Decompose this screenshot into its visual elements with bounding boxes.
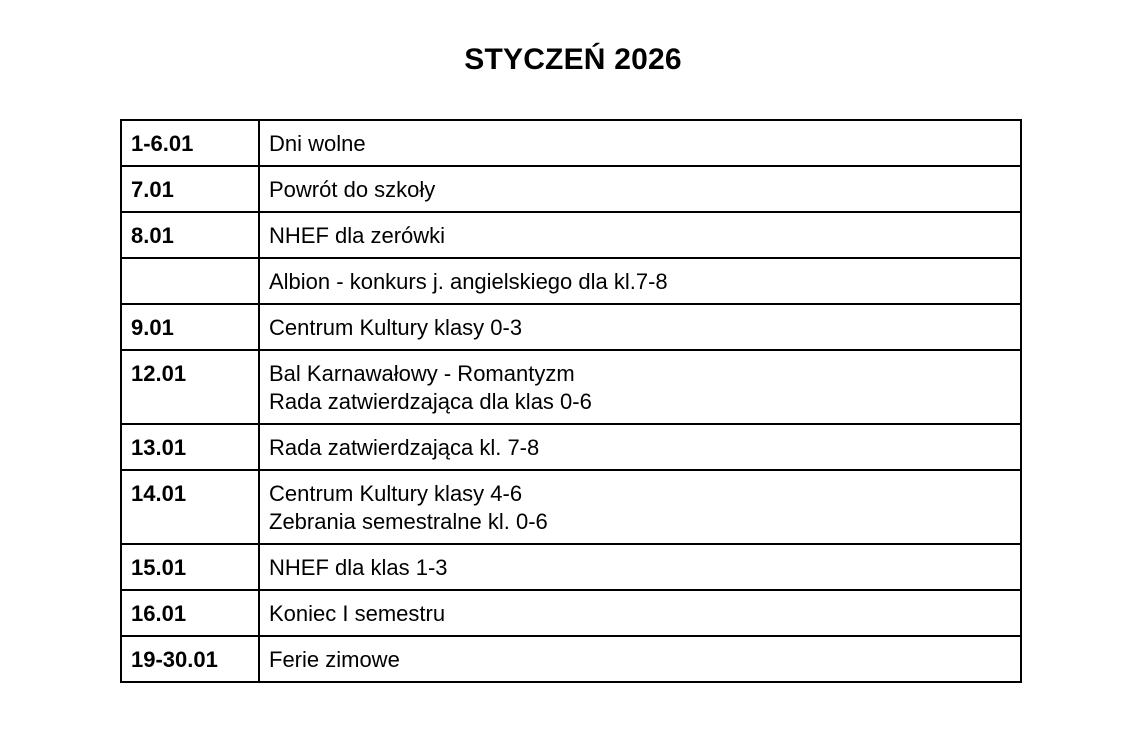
date-cell: 16.01 <box>121 590 259 636</box>
event-text: NHEF dla klas 1-3 <box>269 555 448 580</box>
event-cell <box>259 212 1021 258</box>
table-row <box>121 120 1021 166</box>
event-cell <box>259 350 1021 424</box>
event-cell <box>259 424 1021 470</box>
event-text: Albion - konkurs j. angielskiego dla kl.7-8 <box>269 269 668 294</box>
event-cell <box>259 166 1021 212</box>
event-cell <box>259 470 1021 544</box>
date-cell: 14.01 <box>121 470 259 544</box>
event-cell <box>259 120 1021 166</box>
date-cell: 19-30.01 <box>121 636 259 682</box>
event-text: Rada zatwierdzająca kl. 7-8 <box>269 435 540 460</box>
calendar-table <box>120 119 1022 683</box>
date-cell: 7.01 <box>121 166 259 212</box>
event-cell <box>259 304 1021 350</box>
date-cell: 9.01 <box>121 304 259 350</box>
table-row <box>121 544 1021 590</box>
event-text: Powrót do szkoły <box>269 177 436 202</box>
event-cell <box>259 258 1021 304</box>
table-row <box>121 212 1021 258</box>
table-row <box>121 166 1021 212</box>
table-row <box>121 258 1021 304</box>
event-text: Dni wolne <box>269 131 366 156</box>
table-row <box>121 304 1021 350</box>
table-row <box>121 590 1021 636</box>
event-cell <box>259 590 1021 636</box>
event-text: Centrum Kultury klasy 0-3 <box>269 315 523 340</box>
event-text: Koniec I semestru <box>269 601 446 626</box>
table-row <box>121 350 1021 424</box>
table-row <box>121 470 1021 544</box>
event-text: Centrum Kultury klasy 4-6 <box>269 481 523 506</box>
date-cell: 13.01 <box>121 424 259 470</box>
table-row <box>121 636 1021 682</box>
event-text: Rada zatwierdzająca dla klas 0-6 <box>269 389 592 414</box>
event-text: NHEF dla zerówki <box>269 223 446 248</box>
event-cell <box>259 636 1021 682</box>
date-cell <box>121 258 259 304</box>
table-row <box>121 424 1021 470</box>
event-text: Zebrania semestralne kl. 0-6 <box>269 509 548 534</box>
event-cell <box>259 544 1021 590</box>
date-cell: 12.01 <box>121 350 259 424</box>
date-cell: 1-6.01 <box>121 120 259 166</box>
date-cell: 15.01 <box>121 544 259 590</box>
page-title: STYCZEŃ 2026 <box>464 43 682 76</box>
date-cell: 8.01 <box>121 212 259 258</box>
calendar-body <box>121 120 1021 682</box>
event-text: Bal Karnawałowy - Romantyzm <box>269 361 575 386</box>
event-text: Ferie zimowe <box>269 647 400 672</box>
